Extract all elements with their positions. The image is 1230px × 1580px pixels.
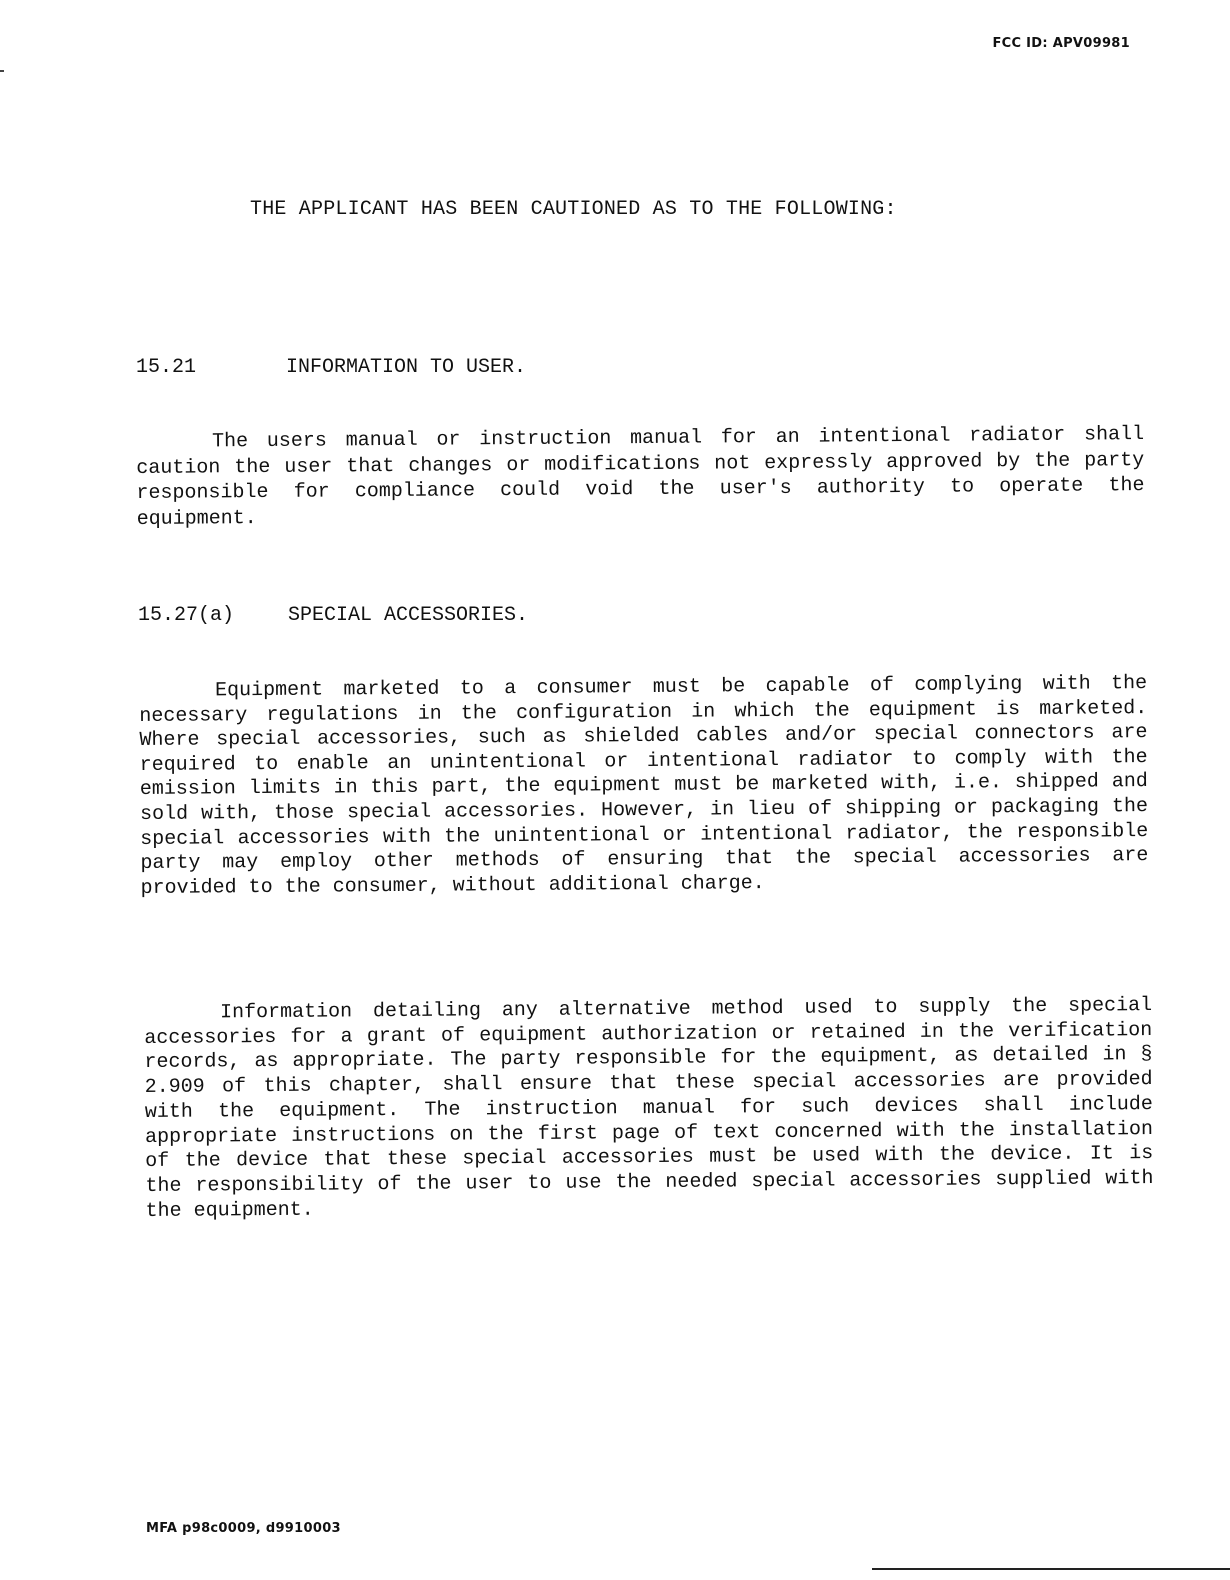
section-number: 15.27(a) bbox=[138, 604, 235, 627]
paragraph-information-to-user: The users manual or instruction manual for an intentional radiator shall caution the user that changes or modifications not expressly approved by the party responsible for compliance could void the user's authority to operate the equipment. bbox=[136, 423, 1145, 531]
paragraph-special-accessories-2: Information detailing any alternative method used to supply the special accessories for a grant of equipment authorization or retained in the verification records, as appropriate. The party responsible for the equipment, as detailed in § 2.909 of this chapter, shall ensure that these special accessories are provided with the equipment. The instruction manual for such devices shall include appropriate instructions on the first page of text concerned with the installation of the device that these special accessories must be used with the device. It is the responsibility of the user to use the needed special accessories supplied with the equipment. bbox=[144, 994, 1154, 1223]
scan-artifact-dot bbox=[0, 70, 4, 72]
section-heading-15-27a bbox=[138, 604, 528, 627]
section-number: 15.21 bbox=[136, 356, 197, 379]
section-title: SPECIAL ACCESSORIES. bbox=[288, 604, 529, 627]
fcc-id-label: FCC ID: APV09981 bbox=[992, 36, 1130, 51]
page-title: THE APPLICANT HAS BEEN CAUTIONED AS TO THE FOLLOWING: bbox=[250, 198, 897, 221]
footer-reference: MFA p98c0009, d9910003 bbox=[146, 1521, 341, 1536]
paragraph-special-accessories-1: Equipment marketed to a consumer must be capable of complying with the necessary regulations in the configuration in which the equipment is marketed. Where special accessories, such as shielded cables and/or special connectors are required to enable an unintentional or intentional radiator to comply with the emission limits in this part, the equipment must be marketed with, i.e. shipped and sold with, those special accessories. However, in lieu of shipping or packaging the special accessories with the unintentional or intentional radiator, the responsible party may employ other methods of ensuring that the special accessories are provided to the consumer, without additional charge. bbox=[139, 672, 1149, 900]
section-title: INFORMATION TO USER. bbox=[286, 356, 527, 379]
section-heading-15-21 bbox=[136, 356, 526, 379]
scan-artifact-line bbox=[872, 1568, 1230, 1570]
